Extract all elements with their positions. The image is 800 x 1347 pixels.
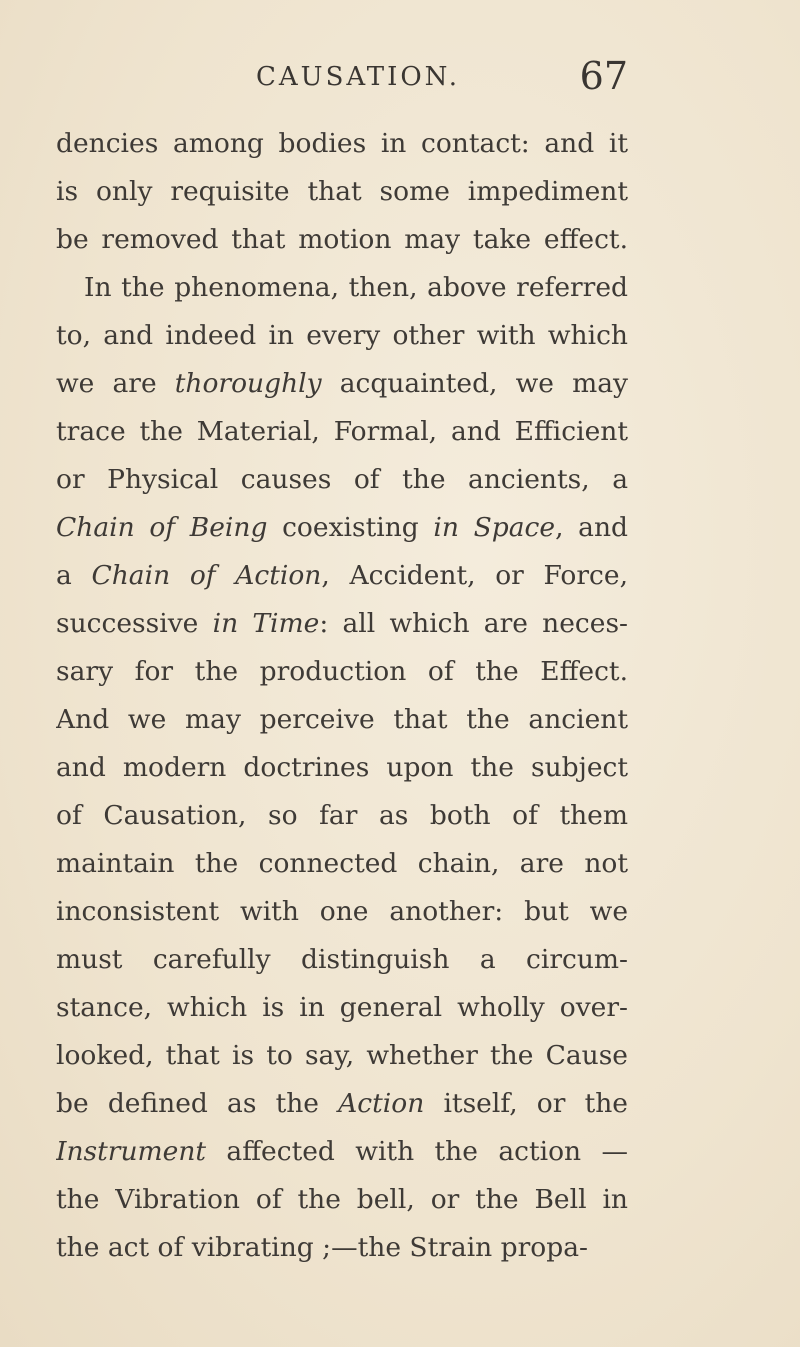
text-segment: , and	[555, 512, 628, 543]
text-segment: acquainted, we may	[321, 368, 628, 399]
text-segment: be defined as the	[56, 1088, 339, 1119]
text-segment: the Vibration of the bell, or the Bell in	[56, 1184, 628, 1215]
text-line	[56, 888, 628, 936]
text-segment: stance, which is in general wholly over-	[56, 992, 628, 1023]
text-line	[56, 840, 628, 888]
text-segment: affected with the action —	[206, 1136, 628, 1167]
running-head: CAUSATION.	[256, 62, 461, 92]
text-line	[56, 648, 628, 696]
text-line	[56, 936, 628, 984]
text-line	[56, 1128, 628, 1176]
text-line	[56, 168, 628, 216]
text-line	[56, 552, 628, 600]
italic-text: Action	[338, 1088, 425, 1119]
italic-text: Instrument	[56, 1136, 207, 1167]
text-segment: must carefully distinguish a circum-	[56, 944, 628, 975]
text-line	[56, 1176, 628, 1224]
text-line	[56, 1224, 628, 1272]
text-segment: In the phenomena, then, above referred	[84, 272, 628, 303]
text-segment: maintain the connected chain, are not	[56, 848, 628, 879]
italic-text: in Time	[212, 608, 320, 639]
text-segment: sary for the production of the Effect.	[56, 656, 628, 687]
text-line	[56, 216, 628, 264]
italic-text: Chain of Being	[56, 512, 268, 543]
text-segment: to, and indeed in every other with which	[56, 320, 628, 351]
text-line	[56, 360, 628, 408]
text-line	[56, 504, 628, 552]
page-header	[256, 54, 628, 108]
text-segment: the act of vibrating ;—the Strain propa-	[56, 1232, 588, 1263]
text-line	[56, 408, 628, 456]
text-segment: we are	[56, 368, 175, 399]
text-segment: of Causation, so far as both of them	[56, 800, 628, 831]
text-segment: successive	[56, 608, 213, 639]
text-segment: itself, or the	[424, 1088, 628, 1119]
text-segment: or Physical causes of the ancients, a	[56, 464, 628, 495]
text-line	[56, 1032, 628, 1080]
text-line	[56, 120, 628, 168]
text-line	[56, 312, 628, 360]
text-segment: looked, that is to say, whether the Cause	[56, 1040, 628, 1071]
text-segment: : all which are neces-	[319, 608, 628, 639]
text-segment: be removed that motion may take effect.	[56, 224, 628, 255]
text-line	[56, 600, 628, 648]
italic-text: thoroughly	[174, 368, 322, 399]
text-line	[56, 744, 628, 792]
text-segment: , Accident, or Force,	[321, 560, 628, 591]
text-segment: dencies among bodies in contact: and it	[56, 128, 628, 159]
italic-text: in Space	[433, 512, 556, 543]
text-segment: trace the Material, Formal, and Efficient	[56, 416, 628, 447]
text-line	[56, 264, 628, 312]
text-segment: inconsistent with one another: but we	[56, 896, 628, 927]
text-segment: And we may perceive that the ancient	[56, 704, 628, 735]
text-line	[56, 984, 628, 1032]
text-segment: coexisting	[267, 512, 434, 543]
text-segment: a	[56, 560, 92, 591]
text-segment: is only requisite that some impediment	[56, 176, 628, 207]
page-number: 67	[579, 54, 628, 98]
body-text	[56, 120, 628, 1272]
text-line	[56, 456, 628, 504]
italic-text: Chain of Action	[91, 560, 322, 591]
text-line	[56, 696, 628, 744]
text-segment: and modern doctrines upon the subject	[56, 752, 628, 783]
text-line	[56, 792, 628, 840]
text-line	[56, 1080, 628, 1128]
